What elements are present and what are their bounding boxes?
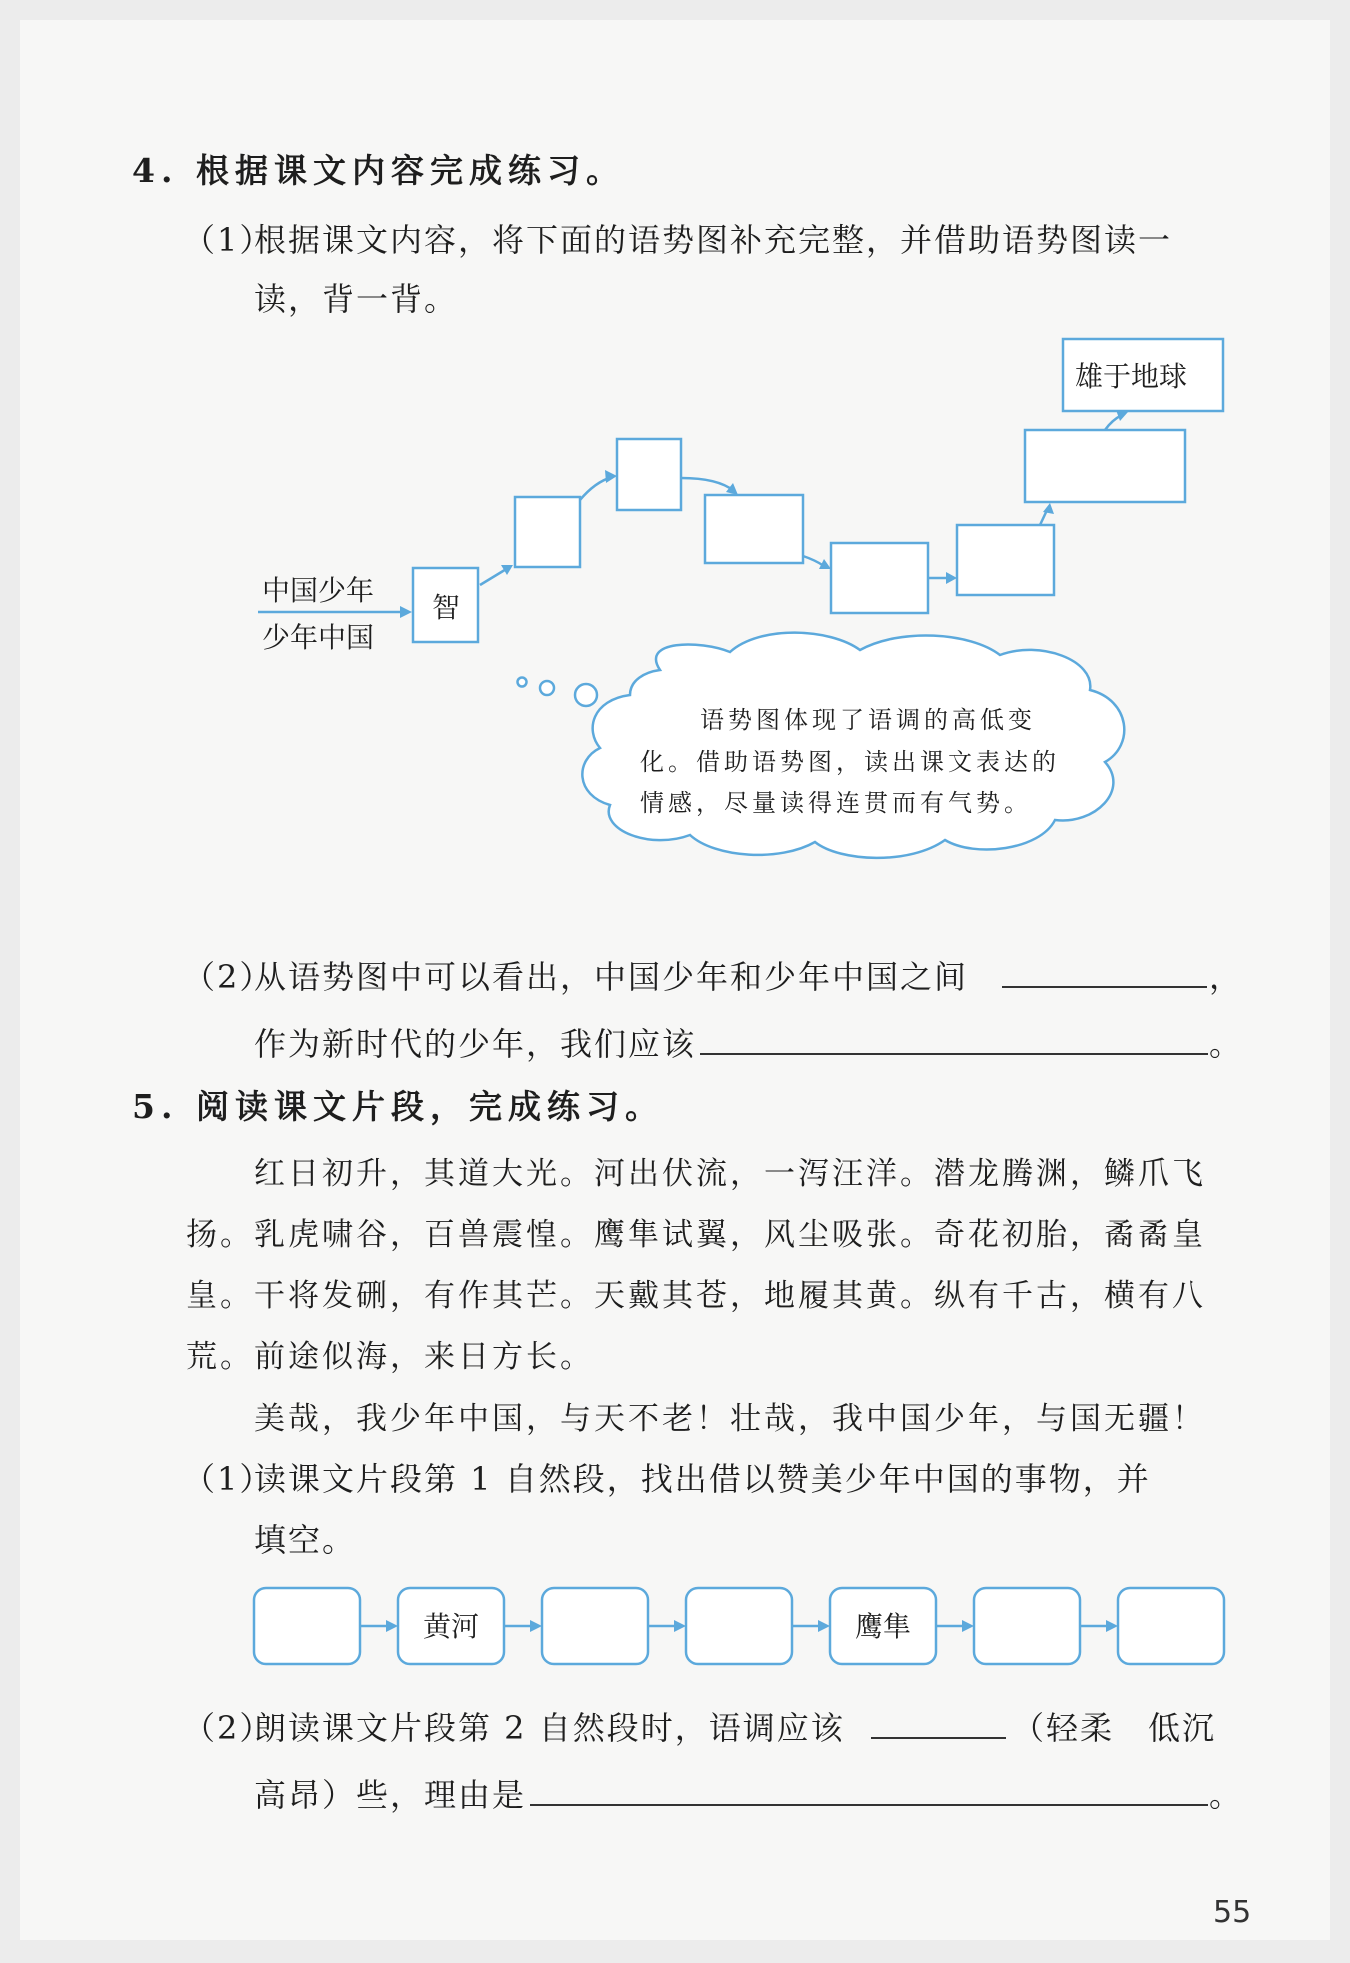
- chain-box-4[interactable]: [686, 1588, 792, 1664]
- chain-arrowhead-6: [1106, 1620, 1118, 1632]
- chain-arrowhead-3: [674, 1620, 686, 1632]
- page-number: 55: [1213, 1895, 1252, 1930]
- arrow-4: [803, 556, 824, 566]
- chain-box-1[interactable]: [254, 1588, 360, 1664]
- q5-part2-blank-1[interactable]: [871, 1709, 1006, 1739]
- passage-line-3: 皇。干将发硎，有作其芒。天戴其苍，地履其黄。纵有千古，横有八: [186, 1278, 1206, 1314]
- q5-part2-blank-2[interactable]: [530, 1776, 1208, 1806]
- blank-box-4[interactable]: [831, 543, 928, 613]
- q4-part1-number: （1）: [183, 221, 274, 259]
- blank-box-2[interactable]: [617, 439, 681, 510]
- blank-box-1[interactable]: [515, 497, 580, 567]
- q4-part1-line1: 根据课文内容，将下面的语势图补充完整，并借助语势图读一: [254, 221, 1173, 259]
- cloud-bubble: [582, 633, 1124, 858]
- chain-arrowhead-1: [386, 1620, 398, 1632]
- passage-line-5: 美哉，我少年中国，与天不老！壮哉，我中国少年，与国无疆！: [254, 1401, 1206, 1437]
- cloud-text-3: 情感，尽量读得连贯而有气势。: [640, 789, 1032, 817]
- q4-part2-period: 。: [1209, 1025, 1244, 1063]
- cloud-text-1: 语势图体现了语调的高低变: [700, 706, 1036, 734]
- start-label-1: 中国少年: [262, 574, 375, 607]
- arrowhead-3: [726, 483, 738, 495]
- thought-dot-2: [540, 681, 554, 695]
- start-arrowhead: [400, 606, 412, 618]
- box-zhi-label: 智: [432, 591, 461, 624]
- question-4-heading: 4. 根据课文内容完成练习。: [132, 151, 625, 190]
- chain-label-5: 鹰隼: [854, 1610, 912, 1643]
- chain-box-6[interactable]: [974, 1588, 1080, 1664]
- q5-chain: [254, 1588, 1224, 1664]
- q5-part2-line1: 朗读课文片段第 2 自然段时，语调应该: [254, 1709, 845, 1747]
- blank-box-5[interactable]: [957, 525, 1054, 595]
- blank-box-6[interactable]: [1025, 430, 1185, 502]
- start-label-2: 少年中国: [262, 621, 375, 654]
- passage-line-2: 扬。乳虎啸谷，百兽震惶。鹰隼试翼，风尘吸张。奇花初胎，矞矞皇: [186, 1217, 1206, 1253]
- q4-part2-comma: ，: [1209, 958, 1244, 996]
- q4-part1-line2: 读，背一背。: [254, 280, 459, 318]
- end-box-label: 雄于地球: [1075, 360, 1188, 393]
- chain-arrowhead-4: [818, 1620, 830, 1632]
- q5-part1-number: （1）: [183, 1460, 274, 1498]
- chain-box-3[interactable]: [542, 1588, 648, 1664]
- q5-part2-period: 。: [1209, 1776, 1244, 1814]
- arrowhead-5: [946, 572, 957, 584]
- q5-part2-number: （2）: [183, 1709, 274, 1747]
- chain-box-7[interactable]: [1118, 1588, 1224, 1664]
- q5-part2-options: （轻柔 低沉: [1012, 1709, 1217, 1747]
- q4-part2-blank-1[interactable]: [1002, 958, 1207, 988]
- thought-dot-3: [575, 684, 597, 706]
- q4-part2-line1: 从语势图中可以看出，中国少年和少年中国之间: [254, 958, 969, 996]
- q5-part1-line1: 读课文片段第 1 自然段，找出借以赞美少年中国的事物，并: [254, 1460, 1151, 1498]
- question-5-heading: 5. 阅读课文片段，完成练习。: [132, 1087, 664, 1126]
- q5-part1-line2: 填空。: [254, 1521, 357, 1559]
- passage-line-1: 红日初升，其道大光。河出伏流，一泻汪洋。潜龙腾渊，鳞爪飞: [254, 1156, 1206, 1192]
- arrow-1: [480, 568, 508, 585]
- chain-arrowhead-5: [962, 1620, 974, 1632]
- q4-part2-number: （2）: [183, 958, 274, 996]
- q4-part2-blank-2[interactable]: [700, 1025, 1208, 1055]
- q4-part2-line2: 作为新时代的少年，我们应该: [254, 1025, 697, 1063]
- thought-dot-1: [518, 678, 527, 687]
- q5-part2-line2: 高昂）些，理由是: [254, 1776, 527, 1814]
- cloud-text-2: 化。借助语势图，读出课文表达的: [640, 748, 1060, 776]
- arrowhead-2: [605, 470, 617, 483]
- blank-box-3[interactable]: [705, 495, 803, 563]
- arrow-3: [681, 478, 734, 491]
- passage-line-4: 荒。前途似海，来日方长。: [186, 1339, 594, 1375]
- chain-label-2: 黄河: [422, 1610, 480, 1643]
- chain-arrowhead-2: [530, 1620, 542, 1632]
